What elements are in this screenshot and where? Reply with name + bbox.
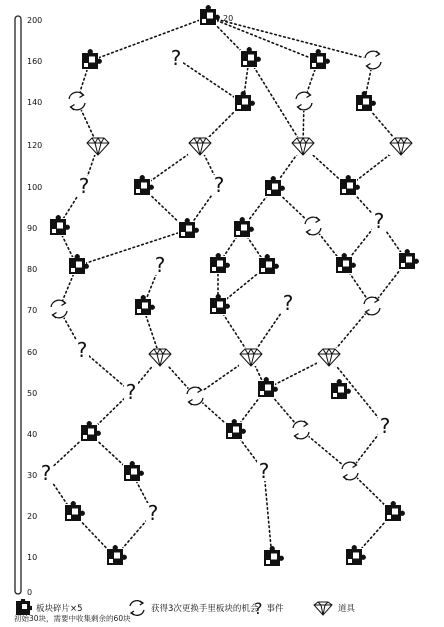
refresh-cycle-icon[interactable] — [303, 216, 323, 236]
y-tick-label: 70 — [27, 306, 38, 315]
progress-bar — [15, 16, 21, 594]
puzzle-piece-icon[interactable] — [123, 461, 144, 482]
puzzle-piece-icon[interactable] — [199, 5, 220, 26]
puzzle-piece-icon[interactable] — [225, 419, 246, 440]
puzzle-piece-icon[interactable] — [234, 91, 255, 112]
legend-item-label: 道具 — [338, 604, 356, 614]
y-tick-label: 50 — [27, 389, 38, 398]
legend-piece-label: 板块碎片×5 — [36, 604, 83, 614]
y-tick-label: 90 — [27, 224, 38, 233]
refresh-cycle-icon[interactable] — [294, 91, 314, 111]
question-mark-icon[interactable] — [124, 380, 138, 404]
question-mark-icon[interactable] — [212, 173, 226, 197]
puzzle-piece-icon[interactable] — [178, 218, 199, 239]
puzzle-piece-icon[interactable] — [258, 254, 279, 275]
puzzle-piece-icon[interactable] — [339, 175, 360, 196]
diamond-icon[interactable] — [239, 348, 263, 366]
puzzle-piece-icon[interactable] — [335, 253, 356, 274]
svg-text:?: ? — [258, 459, 270, 483]
puzzle-piece-icon[interactable] — [384, 501, 405, 522]
y-tick-label: 30 — [27, 471, 38, 480]
y-tick-label: 200 — [27, 16, 43, 25]
legend-refresh — [127, 598, 258, 618]
puzzle-piece-icon[interactable] — [345, 545, 366, 566]
puzzle-piece-icon[interactable] — [263, 546, 284, 567]
footnote: 初始30块，需要中收集剩余的60块 — [14, 614, 131, 623]
puzzle-piece-icon[interactable] — [398, 249, 419, 270]
svg-text:?: ? — [76, 338, 88, 362]
puzzle-piece-icon[interactable] — [68, 254, 89, 275]
y-tick-label: 80 — [27, 265, 38, 274]
puzzle-piece-icon[interactable] — [209, 253, 230, 274]
puzzle-piece-icon[interactable] — [264, 176, 285, 197]
diamond-icon[interactable] — [86, 137, 110, 155]
question-mark-icon[interactable] — [372, 209, 386, 233]
diamond-icon[interactable] — [188, 137, 212, 155]
legend-event — [254, 598, 284, 618]
question-mark-icon[interactable] — [39, 461, 53, 485]
y-tick-label: 160 — [27, 57, 43, 66]
puzzle-piece-icon[interactable] — [257, 377, 278, 398]
y-tick-label: 100 — [27, 183, 43, 192]
top-node-label: 20 — [223, 14, 234, 23]
svg-text:?: ? — [125, 380, 137, 404]
refresh-cycle-icon[interactable] — [291, 420, 311, 440]
puzzle-piece-icon[interactable] — [330, 379, 351, 400]
question-mark-icon[interactable] — [77, 174, 91, 198]
svg-text:?: ? — [40, 461, 52, 485]
refresh-cycle-icon[interactable] — [362, 296, 382, 316]
diamond-icon[interactable] — [317, 348, 341, 366]
svg-text:?: ? — [147, 501, 159, 525]
question-mark-icon[interactable] — [146, 501, 160, 525]
puzzle-piece-icon[interactable] — [134, 295, 155, 316]
path-edge — [264, 471, 272, 558]
puzzle-piece-icon[interactable] — [81, 49, 102, 70]
y-tick-label: 140 — [27, 98, 43, 107]
diamond-icon — [312, 600, 334, 616]
y-tick-label: 40 — [27, 430, 38, 439]
refresh-cycle-icon[interactable] — [363, 50, 383, 70]
path-edge — [208, 17, 373, 60]
puzzle-piece-icon[interactable] — [133, 175, 154, 196]
svg-text:?: ? — [213, 173, 225, 197]
puzzle-piece-icon[interactable] — [233, 217, 254, 238]
puzzle-piece-icon[interactable] — [209, 294, 230, 315]
refresh-cycle-icon[interactable] — [67, 91, 87, 111]
question-mark-icon[interactable] — [281, 291, 295, 315]
question-mark-icon[interactable] — [378, 414, 392, 438]
puzzle-piece-icon[interactable] — [106, 545, 127, 566]
path-edge — [90, 17, 208, 61]
puzzle-piece-icon[interactable] — [80, 421, 101, 442]
y-tick-label: 20 — [27, 512, 38, 521]
legend-event-label: 事件 — [266, 604, 284, 614]
path-edge — [77, 230, 187, 266]
diamond-icon[interactable] — [389, 137, 413, 155]
puzzle-piece-icon[interactable] — [49, 215, 70, 236]
diamond-icon[interactable] — [291, 137, 315, 155]
svg-text:?: ? — [170, 46, 182, 70]
path-edge — [82, 350, 131, 392]
path-edge — [176, 58, 243, 103]
puzzle-piece-icon[interactable] — [355, 91, 376, 112]
diamond-icon[interactable] — [148, 348, 172, 366]
puzzle-piece-icon[interactable] — [64, 501, 85, 522]
svg-text:?: ? — [379, 414, 391, 438]
svg-text:?: ? — [154, 253, 166, 277]
question-mark-icon: ? — [254, 598, 263, 618]
svg-text:?: ? — [282, 291, 294, 315]
path-edge — [208, 17, 318, 61]
question-mark-icon[interactable] — [75, 338, 89, 362]
question-mark-icon[interactable] — [169, 46, 183, 70]
svg-text:?: ? — [373, 209, 385, 233]
y-tick-label: 120 — [27, 141, 43, 150]
map-nodes — [39, 5, 419, 567]
question-mark-icon[interactable] — [153, 253, 167, 277]
puzzle-piece-icon[interactable] — [309, 49, 330, 70]
refresh-cycle-icon[interactable] — [185, 386, 205, 406]
y-tick-label: 60 — [27, 348, 38, 357]
question-mark-icon[interactable] — [257, 459, 271, 483]
refresh-cycle-icon[interactable] — [49, 299, 69, 319]
legend-item — [312, 598, 355, 618]
puzzle-piece-icon[interactable] — [240, 47, 261, 68]
y-tick-label: 0 — [27, 588, 33, 597]
svg-text:?: ? — [78, 174, 90, 198]
y-tick-label: 10 — [27, 553, 38, 562]
legend-refresh-label: 获得3次更换手里板块的机会 — [151, 604, 259, 614]
refresh-cycle-icon[interactable] — [340, 461, 360, 481]
